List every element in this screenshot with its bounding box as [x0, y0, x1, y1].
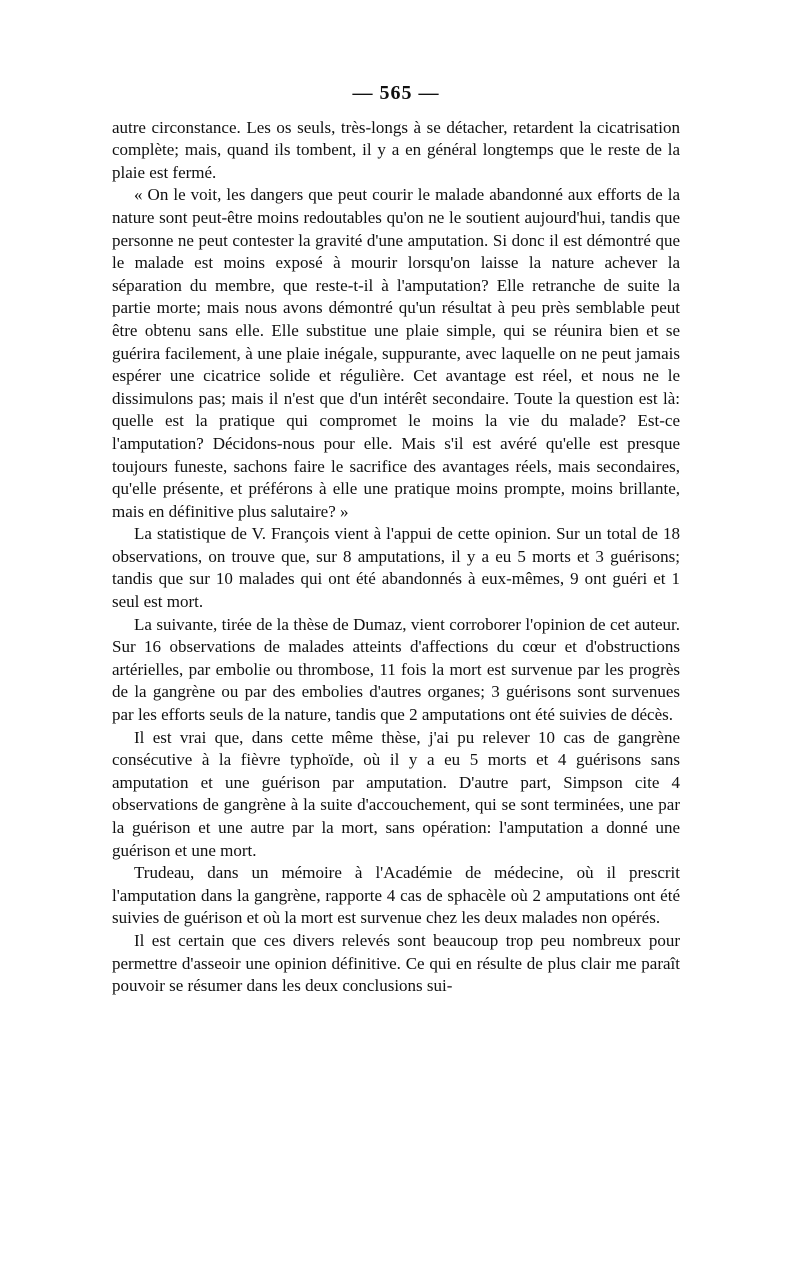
page-number: — 565 — [352, 82, 440, 104]
paragraph-dumaz-thesis: La suivante, tirée de la thèse de Dumaz, vient corroborer l'opinion de cet auteur. Sur 16 observations de malades atteints d'affections du cœur et d'obstructions artérielles, par embolie ou thrombose, 11 fois la mort est survenue par les progrès de la gangrène ou par des embolies d'autres organes; 3 guérisons sont survenues par les efforts seuls de la nature, tandis que 2 amputations ont été suivies de décès. [112, 614, 680, 725]
paragraph-continuation: autre circonstance. Les os seuls, très-longs à se détacher, retardent la cicatrisation complète; mais, quand ils tombent, il y a en général longtemps que le reste de la plaie est fermé. [112, 117, 680, 182]
book-page [112, 82, 680, 998]
paragraph-francois-statistics: La statistique de V. François vient à l'appui de cette opinion. Sur un total de 18 observations, on trouve que, sur 8 amputations, il y a eu 5 morts et 3 guérisons; tandis que sur 10 malades qui ont été abandonnés à eux-mêmes, 9 ont guéri et 1 seul est mort. [112, 524, 680, 612]
paragraph-typhoid-gangrene: Il est vrai que, dans cette même thèse, j'ai pu relever 10 cas de gangrène consécutive à la fièvre typhoïde, où il y a eu 5 morts et 4 guérisons sans amputation et une guérison par amputation. D'autre part, Simpson cite 4 observations de gangrène à la suite d'accouchement, qui se sont terminées, une par la guérison et une autre par la mort, sans opération: l'amputation a donné une guérison et une mort. [112, 727, 680, 860]
paragraph-conclusion: Il est certain que ces divers relevés sont beaucoup trop peu nombreux pour permettre d'asseoir une opinion définitive. Ce qui en résulte de plus clair me paraît pouvoir se résumer dans les deux conclusions sui- [112, 930, 680, 996]
paragraph-trudeau: Trudeau, dans un mémoire à l'Académie de médecine, où il prescrit l'amputation dans la gangrène, rapporte 4 cas de sphacèle où 2 amputations ont été suivies de guérison et où la mort est survenue chez les deux malades non opérés. [112, 863, 680, 928]
paragraph-quotation: « On le voit, les dangers que peut courir le malade abandonné aux efforts de la nature sont peut-être moins redoutables qu'on ne le soutient aujourd'hui, tandis que personne ne peut contester la gravité d'une amputation. Si donc il est démontré que le malade est moins exposé à mourir lorsqu'on laisse la nature achever la séparation du membre, que reste-t-il à l'amputation? Elle retranche de suite la partie morte; mais nous avons démontré qu'un résultat à peu près semblable peut être obtenu sans elle. Elle substitue une plaie simple, qui se réunira bien et se guérira facilement, à une plaie inégale, suppurante, avec laquelle on ne peut jamais espérer une cicatrice solide et régulière. Cet avantage est réel, et nous ne le dissimulons pas; mais il n'est que d'un intérêt secondaire. Toute la question est là: quelle est la pratique qui compromet le moins la vie du malade? Est-ce l'amputation? Décidons-nous pour elle. Mais s'il est avéré qu'elle est presque toujours funeste, sachons faire le sacrifice des avantages réels, mais secondaires, qu'elle présente, et préférons à elle une pratique moins prompte, moins brillante, mais en définitive plus salutaire? » [112, 185, 680, 521]
